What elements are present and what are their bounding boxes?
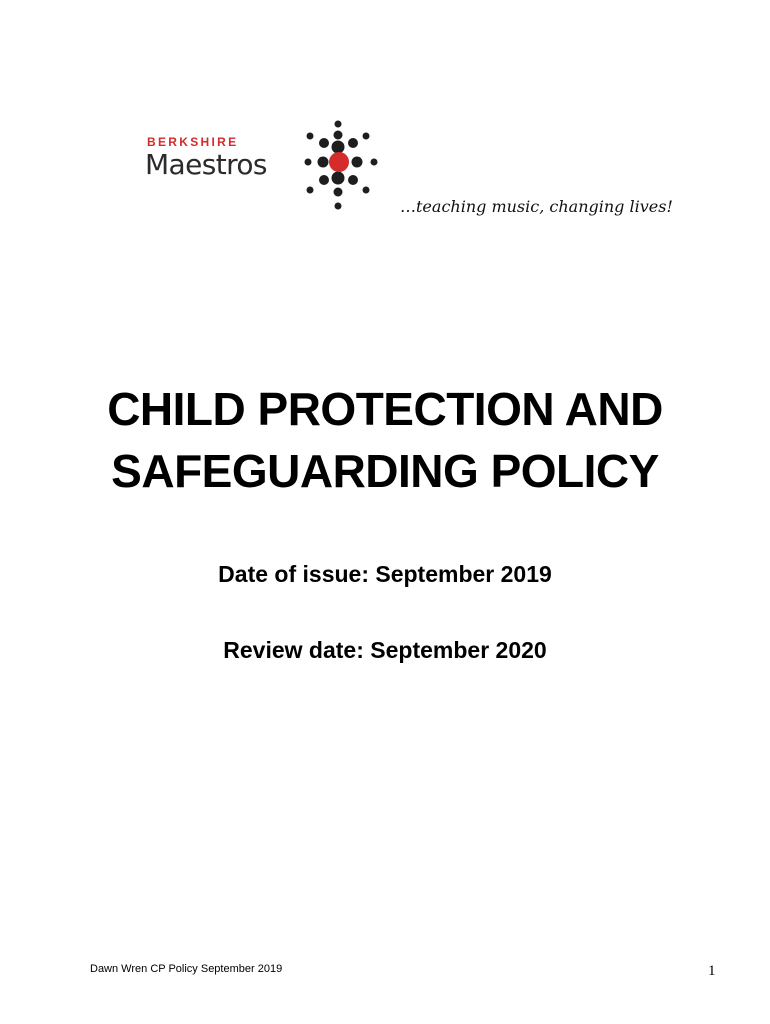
logo-dots-icon: [302, 118, 392, 218]
review-date: Review date: September 2020: [223, 637, 547, 663]
title-line-1: CHILD PROTECTION AND: [107, 383, 663, 435]
document-title: [0, 378, 770, 502]
logo-text-berkshire: BERKSHIRE: [147, 135, 239, 149]
footer-text: Dawn Wren CP Policy September 2019: [90, 963, 283, 975]
page-number: 1: [708, 963, 716, 979]
title-line-2: SAFEGUARDING POLICY: [111, 445, 659, 497]
berkshire-maestros-logo: [145, 118, 395, 218]
date-of-issue: Date of issue: September 2019: [218, 561, 552, 587]
logo-text-maestros: Maestros: [145, 148, 267, 181]
tagline: …teaching music, changing lives!: [400, 197, 673, 216]
